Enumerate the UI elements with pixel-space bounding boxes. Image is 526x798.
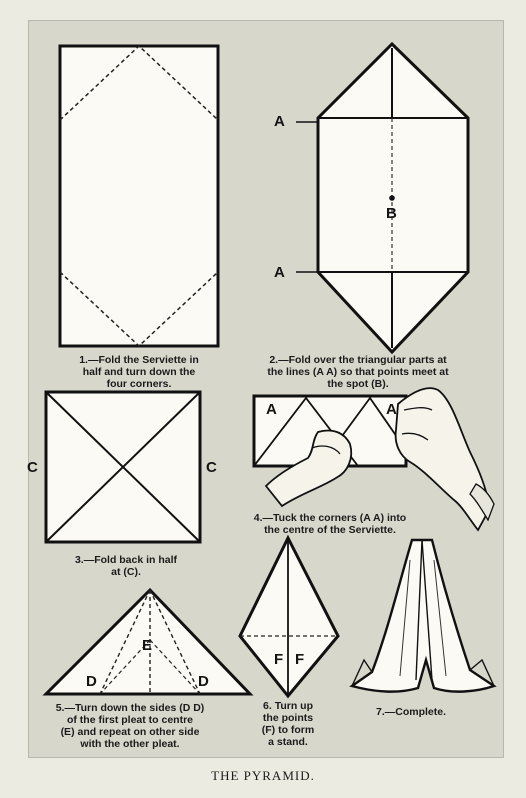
step1-figure [60,46,218,346]
caption-step-7: 7.—Complete. [375,706,446,718]
label-e: E [142,637,153,654]
label-f-left: F [274,651,284,668]
step6-figure [240,538,338,696]
step4-figure [254,388,494,530]
label-a-right: A [386,401,397,418]
label-a-lower: A [274,264,285,281]
caption-step-2: 2.—Fold over the triangular parts at the lines (A A) so that points meet at the spot (B). [267,354,449,390]
caption-step-1: 1.—Fold the Serviette in half and turn down the four corners. [79,354,199,390]
caption-step-3: 3.—Fold back in half at (C). [74,554,178,578]
caption-step-5: 5.—Turn down the sides (D D) of the first pleat to centre (E) and repeat on other side with the other pleat. [55,702,205,750]
label-a-left: A [266,401,277,418]
label-c-left: C [27,459,38,476]
step3-figure [46,392,200,542]
label-f-right: F [295,651,305,668]
label-a-upper: A [274,113,285,130]
label-c-right: C [206,459,217,476]
page-title: THE PYRAMID. [211,768,315,783]
label-d-left: D [86,673,97,690]
label-b: B [386,205,397,222]
step7-figure [352,540,494,692]
caption-step-4: 4.—Tuck the corners (A A) into the centre of the Serviette. [253,512,407,536]
label-d-right: D [198,673,209,690]
step2-figure [296,44,468,352]
caption-step-6: 6. Turn up the points (F) to form a stand. [261,700,315,748]
